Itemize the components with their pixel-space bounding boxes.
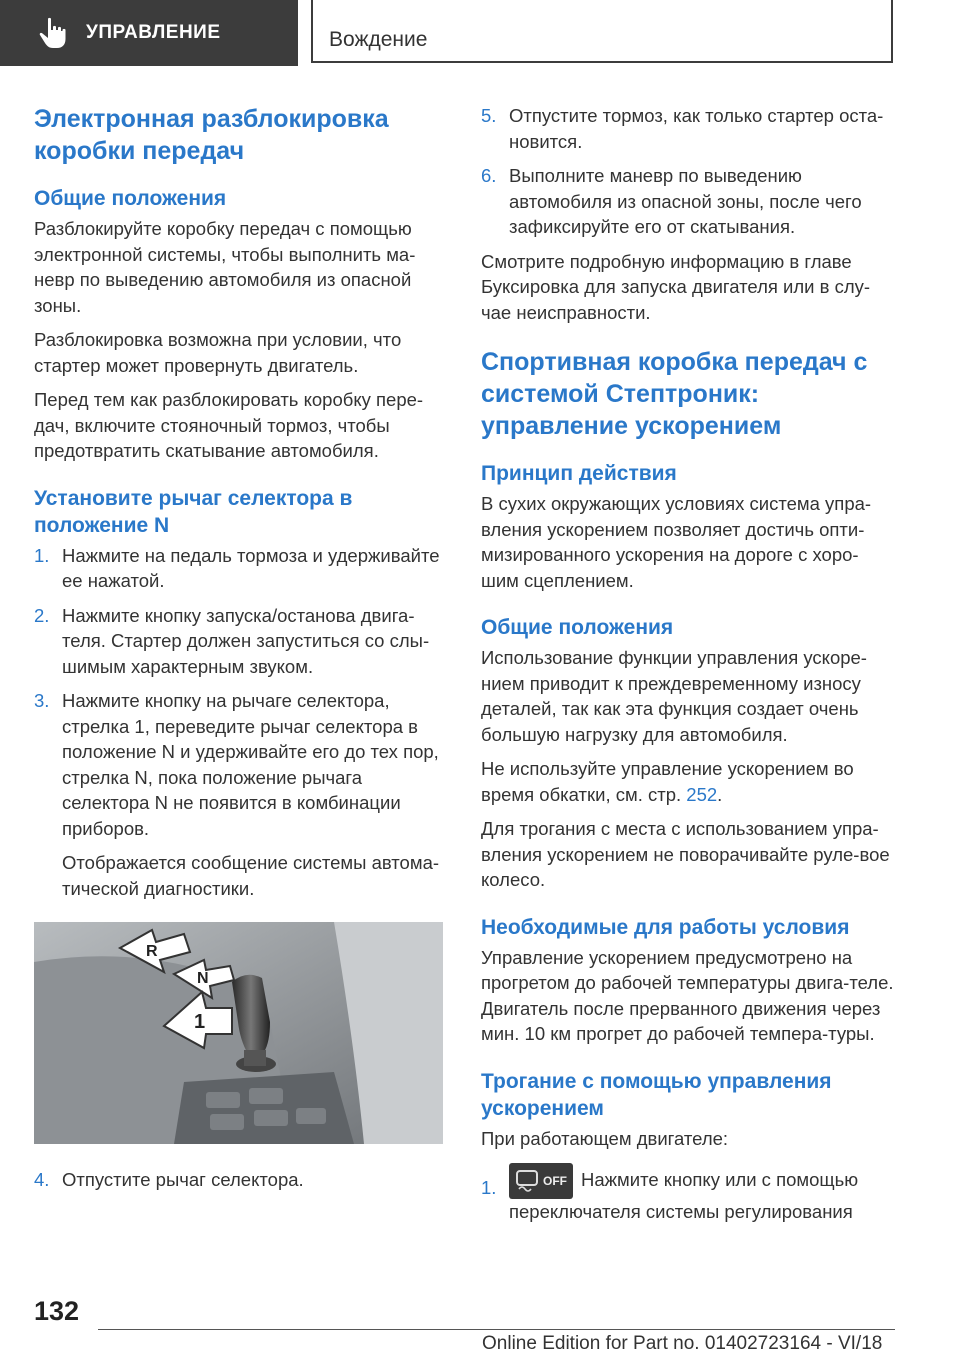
paragraph: Разблокировка возможна при условии, что стартер может провернуть двигатель. (34, 329, 402, 376)
left-column (34, 103, 449, 1202)
step-number: 1. (481, 1177, 497, 1198)
paragraph: Разблокируйте коробку передач с помощью электронной системы, чтобы выполнить ма-невр по выведению автомобиля из опасной зоны. (34, 218, 416, 316)
step-number: 5. (481, 105, 497, 126)
step-text: Нажмите кнопку на рычаге селектора, стрелка 1, переведите рычаг селектора в положение N и удерживайте его до тех пор, стрелка N, пока положение рычага селектора N не появится в комбинации приборов. (62, 690, 439, 839)
step-number: 2. (34, 604, 50, 626)
section-tab (0, 0, 298, 66)
heading-sport-gearbox: Спортивная коробка передач с системой Стептроник: управление ускорением (481, 348, 868, 440)
paragraph: Перед тем как разблокировать коробку пере-дач, включите стояночный тормоз, чтобы предотвратить скатывание автомобиля. (34, 389, 424, 461)
heading-conditions: Необходимые для работы условия (481, 915, 850, 939)
paragraph: Для трогания с места с использованием упра-вления ускорением не поворачивайте руле-вое колесо. (481, 818, 890, 890)
list-item (34, 603, 449, 680)
step-text: Нажмите на педаль тормоза и удерживайте ее нажатой. (62, 544, 440, 591)
off-label: OFF (543, 1174, 567, 1188)
paragraph: Использование функции управления ускоре-нием приводит к преждевременному износу деталей, так как эта функция создает очень большую нагрузку для автомобиля. (481, 647, 867, 745)
page-link[interactable]: 252 (686, 783, 718, 805)
step-text-wrap (509, 1163, 896, 1225)
page-number: 132 (34, 1296, 80, 1326)
dsc-off-button-icon (509, 1163, 573, 1199)
step-number: 6. (481, 165, 497, 186)
gear-selector-photo (34, 922, 443, 1144)
list-item (34, 688, 449, 841)
paragraph-text: . (717, 783, 723, 805)
chapter-box (311, 0, 893, 63)
list-item (481, 103, 896, 154)
step-number: 4. (34, 1169, 50, 1190)
step-text: Отпустите тормоз, как только стартер оста-новится. (509, 105, 884, 152)
heading-general: Общие положения (34, 187, 227, 210)
paragraph: Управление ускорением предусмотрено на прогретом до рабочей температуры двига-теле. Двигатель после прерванного движения через мин. 10 км прогрет до рабочей темпера-туры. (481, 946, 894, 1044)
step-number: 1. (34, 544, 50, 566)
paragraph-text: Не используйте управление ускорением во время обкатки, см. стр. (481, 758, 854, 805)
list-item (481, 163, 896, 240)
heading-general: Общие положения (481, 616, 674, 639)
edition-note: Online Edition for Part no. 01402723164 - VI/18 (482, 1333, 883, 1354)
hand-pointer-icon (38, 16, 68, 50)
footer-divider (98, 1329, 895, 1330)
section-title: УПРАВЛЕНИЕ (86, 22, 221, 43)
list-item (34, 543, 449, 594)
step-text: Нажмите кнопку или с помощью переключателя системы регулирования (509, 1168, 859, 1222)
arrow-1-label: 1 (194, 1011, 206, 1033)
heading-set-selector-n: Установите рычаг селектора в положение N (34, 486, 353, 537)
paragraph: В сухих окружающих условиях система упра-вления ускорением позволяет достичь опти-мизированного ускорения на дороге с хоро-шим сцеплением. (481, 493, 872, 591)
heading-electronic-unlock: Электронная разблокировка коробки передач (34, 105, 389, 165)
paragraph: При работающем двигателе: (481, 1127, 729, 1149)
step-text: Выполните маневр по выведению автомобиля из опасной зоны, после чего зафиксируйте его от скатывания. (509, 165, 862, 237)
chapter-title: Вождение (329, 28, 428, 51)
paragraph (481, 756, 896, 807)
step-text: Отпустите рычаг селектора. (62, 1169, 304, 1190)
step-note: Отображается сообщение системы автома-тической диагностики. (62, 852, 440, 899)
heading-principle: Принцип действия (481, 462, 677, 485)
arrow-n-label: N (197, 970, 209, 987)
paragraph: Смотрите подробную информацию в главе Буксировка для запуска двигателя или в слу-чае неисправности. (481, 250, 871, 323)
list-item (481, 1163, 896, 1225)
heading-start-launch: Трогание с помощью управления ускорением (481, 1069, 832, 1120)
list-item (34, 1167, 449, 1193)
step-text: Нажмите кнопку запуска/останова двига-теля. Стартер должен запуститься со слы-шимым характерным звуком. (62, 604, 430, 677)
right-column (481, 103, 896, 1234)
step-number: 3. (34, 690, 50, 711)
arrow-r-label: R (146, 943, 158, 960)
